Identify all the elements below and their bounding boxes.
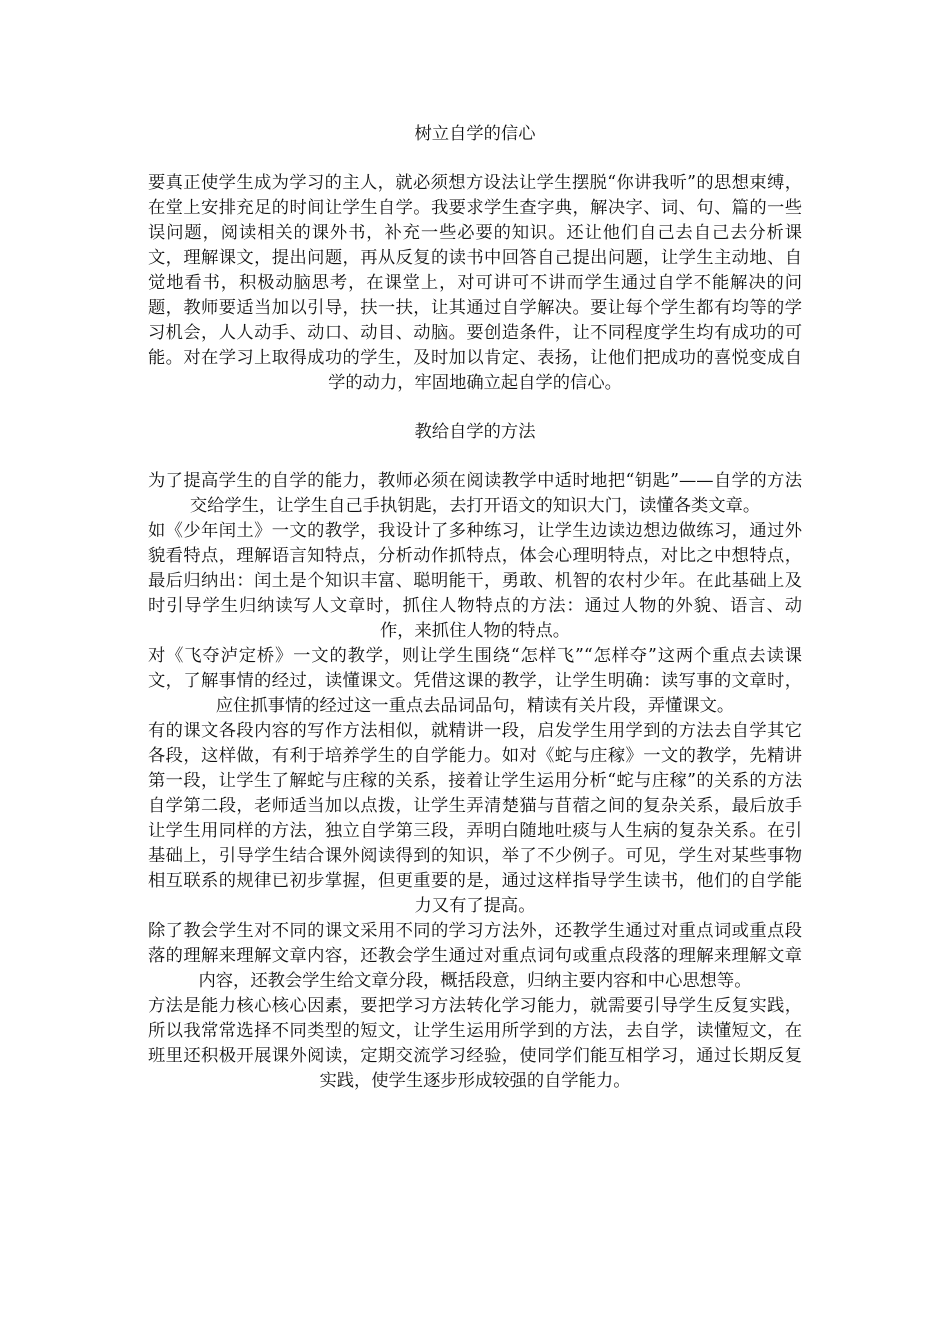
- paragraph: 除了教会学生对不同的课文采用不同的学习方法外，还教学生通过对重点词或重点段落的理解来理解文章内容，还教会学生通过对重点词句或重点段落的理解来理解文章内容，还教会学生给文章分段，概括段意，归纳主要内容和中心思想等。: [148, 921, 802, 991]
- paragraph: 对《飞夺泸定桥》一文的教学，则让学生围绕“怎样飞”“怎样夺”这两个重点去读课文，了解事情的经过，读懂课文。凭借这课的教学，让学生明确：读写事的文章时，应住抓事情的经过这一重点去品词品句，精读有关片段，弄懂课文。: [148, 646, 802, 716]
- paragraph: 为了提高学生的自学的能力，教师必须在阅读教学中适时地把“钥匙”——自学的方法交给学生，让学生自己手执钥匙，去打开语文的知识大门，读懂各类文章。: [148, 471, 802, 516]
- section-heading-confidence: 树立自学的信心: [414, 124, 536, 144]
- paragraph: 如《少年闰土》一文的教学，我设计了多种练习，让学生边读边想边做练习，通过外貌看特点，理解语言知特点，分析动作抓特点，体会心理明特点，对比之中想特点，最后归纳出：闰土是个知识丰富、聪明能干，勇敢、机智的农村少年。在此基础上及时引导学生归纳读写人文章时，抓住人物特点的方法：通过人物的外貌、语言、动作，来抓住人物的特点。: [148, 521, 802, 641]
- document-body: [148, 122, 802, 1094]
- paragraph: 有的课文各段内容的写作方法相似，就精讲一段，启发学生用学到的方法去自学其它各段，这样做，有利于培养学生的自学能力。如对《蛇与庄稼》一文的教学，先精讲第一段，让学生了解蛇与庄稼的关系，接着让学生运用分析“蛇与庄稼”的关系的方法自学第二段，老师适当加以点拨，让学生弄清楚猫与苜蓿之间的复杂关系，最后放手让学生用同样的方法，独立自学第三段，弄明白随地吐痰与人生病的复杂关系。在引基础上，引导学生结合课外阅读得到的知识，举了不少例子。可见，学生对某些事物相互联系的规律已初步掌握，但更重要的是，通过这样指导学生读书，他们的自学能力又有了提高。: [148, 721, 802, 916]
- section-heading-method: 教给自学的方法: [414, 422, 536, 442]
- paragraph: 要真正使学生成为学习的主人，就必须想方设法让学生摆脱“你讲我听”的思想束缚，在堂上安排充足的时间让学生自学。我要求学生查字典，解决字、词、句、篇的一些误问题，阅读相关的课外书，补充一些必要的知识。还让他们自己去自己去分析课文，理解课文，提出问题，再从反复的读书中回答自己提出问题，让学生主动地、自觉地看书，积极动脑思考，在课堂上，对可讲可不讲而学生通过自学不能解决的问题，教师要适当加以引导，扶一扶，让其通过自学解决。要让每个学生都有均等的学习机会，人人动手、动口、动目、动脑。要创造条件，让不同程度学生均有成功的可能。对在学习上取得成功的学生，及时加以肯定、表扬，让他们把成功的喜悦变成自学的动力，牢固地确立起自学的信心。: [148, 173, 802, 393]
- paragraph: 方法是能力核心核心因素，要把学习方法转化学习能力，就需要引导学生反复实践，所以我常常选择不同类型的短文，让学生运用所学到的方法，去自学，读懂短文，在班里还积极开展课外阅读，定期交流学习经验，使同学们能互相学习，通过长期反复实践，使学生逐步形成较强的自学能力。: [148, 996, 802, 1091]
